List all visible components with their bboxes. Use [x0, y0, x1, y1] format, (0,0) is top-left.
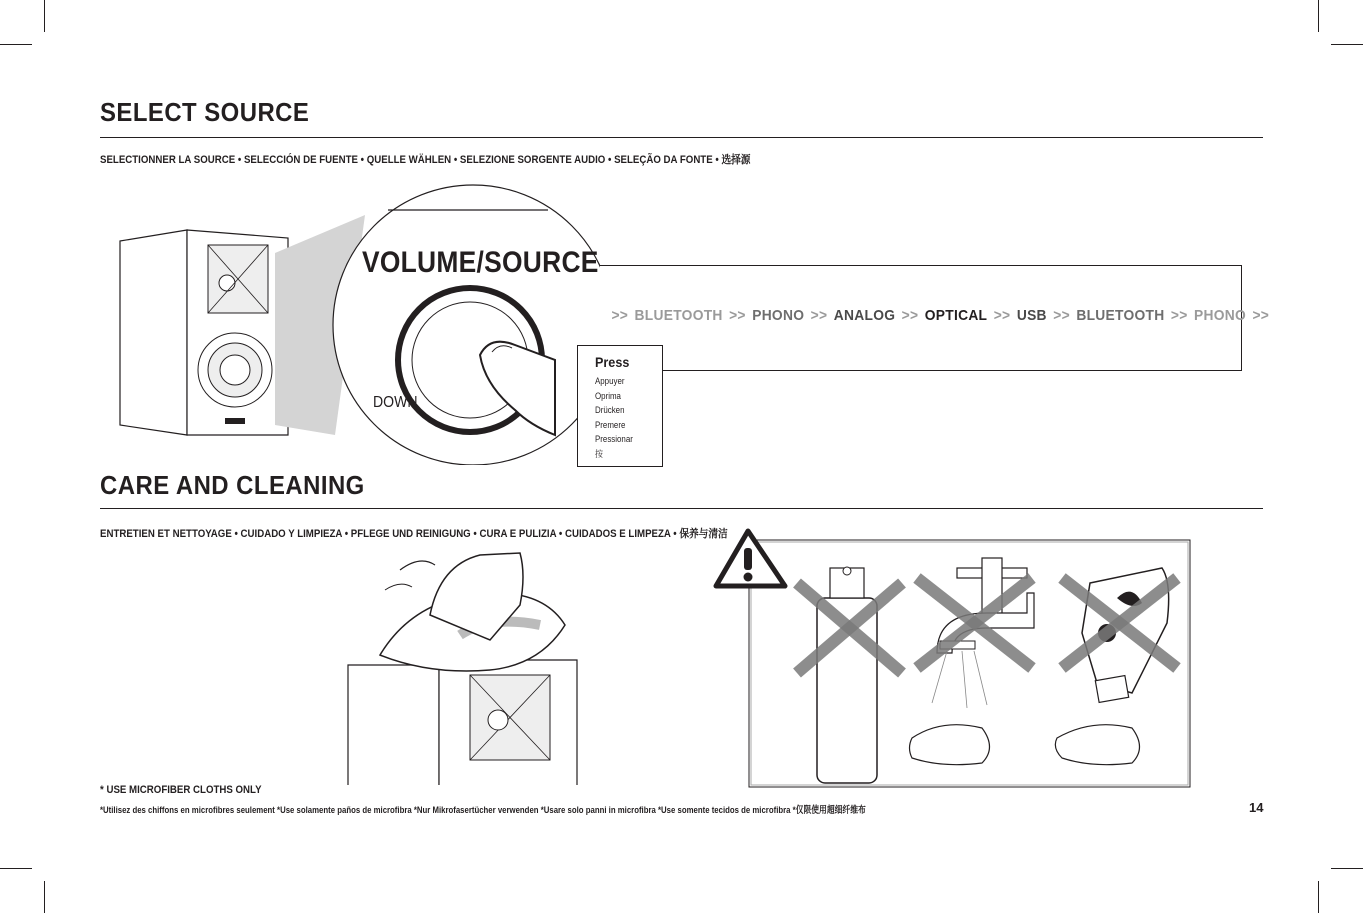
care-title: CARE AND CLEANING	[100, 470, 365, 500]
knob-magnifier-icon	[255, 175, 615, 465]
press-translation: Drücken	[595, 405, 625, 415]
crop-mark	[0, 868, 32, 869]
source-separator: >>	[611, 307, 629, 324]
select-source-title: SELECT SOURCE	[100, 97, 310, 127]
source-separator: >>	[810, 307, 828, 324]
press-callout	[577, 345, 663, 467]
hand-wiping-icon	[340, 545, 585, 785]
crop-mark	[1318, 0, 1319, 32]
source-option-analog: ANALOG	[833, 307, 896, 324]
source-option-usb: USB	[1016, 307, 1047, 324]
press-translation: Oprima	[595, 390, 621, 401]
crop-mark	[0, 44, 32, 45]
crop-mark	[44, 0, 45, 32]
crop-mark	[1318, 881, 1319, 913]
source-cycle	[605, 307, 1276, 324]
press-translations	[595, 374, 633, 461]
knob-direction-label: DOWN	[373, 394, 418, 411]
care-warning-panel	[712, 523, 1192, 789]
microfiber-note-translations: *Utilisez des chiffons en microfibres seulement *Use solamente paños de microfibra *Nur Mikrofasertücher verwenden *Usare solo panni in microfibra *Use somente tecidos de microfibra *仅限使用超细纤维布	[100, 805, 866, 816]
source-separator: >>	[1053, 307, 1070, 324]
source-option-phono: PHONO	[752, 307, 805, 324]
source-option-phono: PHONO	[1194, 307, 1247, 324]
press-translation: Appuyer	[595, 376, 625, 386]
page-number: 14	[1249, 800, 1264, 815]
care-translations: ENTRETIEN ET NETTOYAGE • CUIDADO Y LIMPIEZA • PFLEGE UND REINIGUNG • CURA E PULIZIA • CUIDADOS E LIMPEZA • 保养与清洁	[100, 528, 728, 540]
microfiber-note: * USE MICROFIBER CLOTHS ONLY	[100, 784, 262, 796]
press-translation: Pressionar	[595, 434, 633, 444]
source-separator: >>	[1252, 307, 1270, 324]
section-divider	[100, 137, 1263, 138]
source-separator: >>	[1170, 307, 1188, 324]
press-title: Press	[595, 354, 630, 370]
crop-mark	[1331, 44, 1363, 45]
press-translation: Premere	[595, 419, 626, 430]
source-option-bluetooth: BLUETOOTH	[634, 307, 723, 324]
select-source-translations: SELECTIONNER LA SOURCE • SELECCIÓN DE FUENTE • QUELLE WÄHLEN • SELEZIONE SORGENTE AUDIO • SELEÇÃO DA FONTE • 选择源	[100, 154, 751, 166]
source-option-bluetooth: BLUETOOTH	[1076, 307, 1165, 324]
source-separator: >>	[729, 307, 746, 324]
crop-mark	[1331, 868, 1363, 869]
source-separator: >>	[993, 307, 1011, 324]
press-translation: 按	[595, 448, 603, 459]
source-separator: >>	[901, 307, 919, 324]
knob-label: VOLUME/SOURCE	[362, 246, 599, 279]
crop-mark	[44, 881, 45, 913]
section-divider	[100, 508, 1263, 509]
source-option-optical: OPTICAL	[924, 307, 988, 324]
finger-press-icon	[470, 330, 560, 440]
